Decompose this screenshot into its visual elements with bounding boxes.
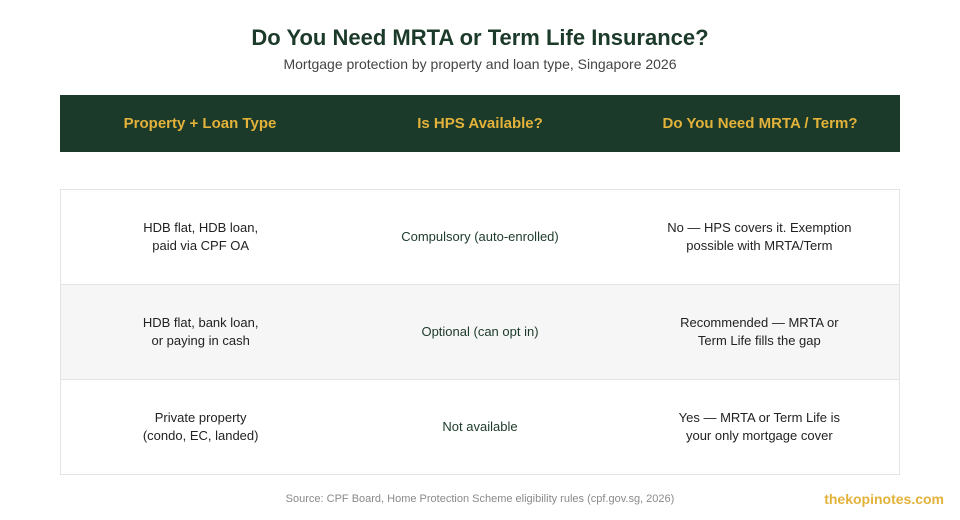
cell-hps-available: Compulsory (auto-enrolled) <box>401 229 559 244</box>
cell-hps-available: Not available <box>442 419 518 434</box>
page-title: Do You Need MRTA or Term Life Insurance? <box>251 25 709 50</box>
source-note: Source: CPF Board, Home Protection Scheme eligibility rules (cpf.gov.sg, 2026) <box>285 493 675 505</box>
column-header-property-loan-type: Property + Loan Type <box>123 115 277 132</box>
column-header-need-mrta-term: Do You Need MRTA / Term? <box>662 115 858 132</box>
table-row <box>61 380 899 474</box>
table-header <box>60 95 900 152</box>
table-row <box>61 285 899 380</box>
cell-need-mrta-term: No — HPS covers it. Exemption possible with MRTA/Term <box>667 220 852 253</box>
cell-property-loan-type: HDB flat, bank loan, or paying in cash <box>142 315 259 348</box>
cell-need-mrta-term: Recommended — MRTA or Term Life fills the gap <box>680 315 839 348</box>
cell-need-mrta-term: Yes — MRTA or Term Life is your only mortgage cover <box>678 410 840 443</box>
comparison-table <box>60 189 900 475</box>
cell-property-loan-type: HDB flat, HDB loan, paid via CPF OA <box>143 220 259 253</box>
cell-property-loan-type: Private property (condo, EC, landed) <box>142 410 259 443</box>
page-subtitle: Mortgage protection by property and loan type, Singapore 2026 <box>283 56 677 72</box>
table-row <box>61 190 899 285</box>
brand-watermark: thekopinotes.com <box>824 491 944 507</box>
column-header-hps-available: Is HPS Available? <box>417 115 543 132</box>
cell-hps-available: Optional (can opt in) <box>421 324 539 339</box>
